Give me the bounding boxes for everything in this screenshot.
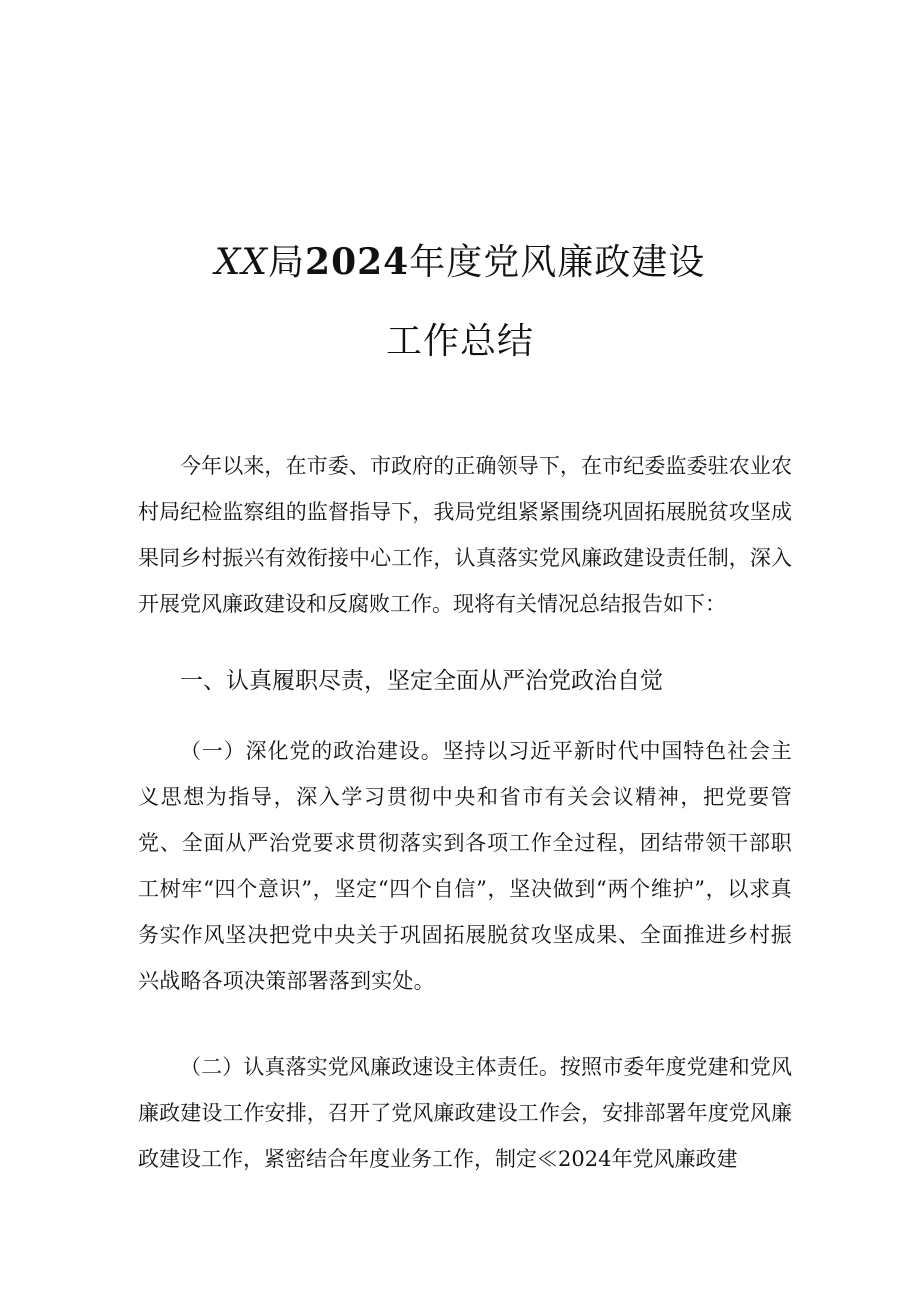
intro-paragraph: 今年以来，在市委、市政府的正确领导下，在市纪委监委驻农业农村局纪检监察组的监督指导下，我局党组紧紧围绕巩固拓展脱贫攻坚成果同乡村振兴有效衔接中心工作，认真落实党风廉政建设责任制，深入开展党风廉政建设和反腐败工作。现将有关情况总结报告如下：: [138, 454, 792, 616]
title-year: 2024: [305, 241, 410, 283]
document-title-line-2: 工作总结: [385, 321, 534, 362]
section-1-item-2: （二）认真落实党风廉政速设主体责任。按照市委年度党建和党风廉政建设工作安排，召开了党风廉政建设工作会，安排部署年度党风廉政建设工作，紧密结合年度业务工作，制定≪2024年党风廉政建: [138, 1055, 792, 1171]
section-1-item-1: （一）深化党的政治建设。坚持以习近平新时代中国特色社会主义思想为指导，深入学习贯彻中央和省市有关会议精神，把党要管党、全面从严治党要求贯彻落实到各项工作全过程，团结带领干部职工树牢“四个意识”，坚定“四个自信”，坚决做到“两个维护”，以求真务实作风坚决把党中央关于巩固拓展脱贫攻坚成果、全面推进乡村振兴战略各项决策部署落到实处。: [138, 739, 792, 993]
document-title-line-1: [0, 242, 920, 283]
title-org-placeholder: XX: [214, 242, 269, 283]
title-subject: 年度党风廉政建设: [409, 242, 706, 283]
section-1-heading: 一、认真履职尽责，坚定全面从严治党政治自觉: [180, 668, 663, 694]
title-bureau: 局: [268, 242, 306, 283]
